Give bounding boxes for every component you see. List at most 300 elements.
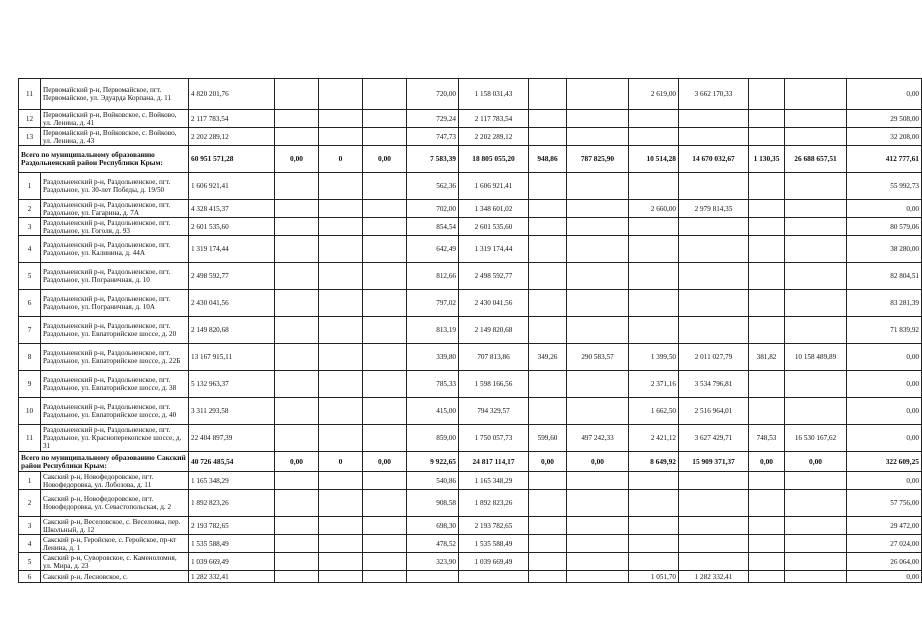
value-cell-12 xyxy=(679,218,749,236)
value-cell-13 xyxy=(749,236,785,263)
value-cell-7: 729,24 xyxy=(407,110,459,128)
address-cell: Раздольненский р-н, Раздольненское, пгт. Раздольное, ул. Евпаторийское шоссе, д. 38 xyxy=(41,371,189,398)
table-row xyxy=(19,425,922,452)
value-cell-13 xyxy=(749,317,785,344)
value-cell-7: 908,58 xyxy=(407,490,459,517)
row-number: 1 xyxy=(19,173,41,200)
value-cell-11: 2 619,00 xyxy=(629,79,679,110)
value-cell-6 xyxy=(363,371,407,398)
value-cell-6: 0,00 xyxy=(363,146,407,173)
value-cell-6 xyxy=(363,571,407,583)
value-cell-3: 40 726 485,54 xyxy=(189,452,275,472)
table-body xyxy=(19,79,922,583)
value-cell-15: 55 992,73 xyxy=(847,173,922,200)
value-cell-13: 381,82 xyxy=(749,344,785,371)
value-cell-5 xyxy=(319,79,363,110)
value-cell-7: 785,33 xyxy=(407,371,459,398)
value-cell-12: 3 627 429,71 xyxy=(679,425,749,452)
value-cell-12: 15 909 371,37 xyxy=(679,452,749,472)
value-cell-8: 24 817 114,17 xyxy=(459,452,529,472)
value-cell-11 xyxy=(629,553,679,571)
value-cell-4 xyxy=(275,472,319,490)
value-cell-5 xyxy=(319,263,363,290)
value-cell-10 xyxy=(567,110,629,128)
value-cell-6 xyxy=(363,290,407,317)
address-cell: Первомайский р-н, Первомайское, пгт. Первомайское, ул. Эдуарда Корпана, д. 11 xyxy=(41,79,189,110)
value-cell-9 xyxy=(529,263,567,290)
value-cell-4: 0,00 xyxy=(275,146,319,173)
value-cell-15: 32 208,00 xyxy=(847,128,922,146)
value-cell-12 xyxy=(679,472,749,490)
value-cell-15: 26 064,00 xyxy=(847,553,922,571)
value-cell-13 xyxy=(749,79,785,110)
value-cell-4 xyxy=(275,173,319,200)
row-number: 2 xyxy=(19,200,41,218)
value-cell-5 xyxy=(319,371,363,398)
value-cell-13 xyxy=(749,472,785,490)
value-cell-7: 747,73 xyxy=(407,128,459,146)
value-cell-15: 29 472,00 xyxy=(847,517,922,535)
value-cell-4 xyxy=(275,344,319,371)
value-cell-8: 2 498 592,77 xyxy=(459,263,529,290)
value-cell-10 xyxy=(567,490,629,517)
value-cell-4: 0,00 xyxy=(275,452,319,472)
total-row xyxy=(19,452,922,472)
value-cell-6 xyxy=(363,317,407,344)
table-row xyxy=(19,398,922,425)
value-cell-3: 2 149 820,68 xyxy=(189,317,275,344)
total-label: Всего по муниципальному образованию Сакский район Республики Крым: xyxy=(19,452,189,472)
value-cell-15: 0,00 xyxy=(847,472,922,490)
value-cell-7 xyxy=(407,571,459,583)
value-cell-6 xyxy=(363,218,407,236)
table-row xyxy=(19,317,922,344)
value-cell-15: 83 281,39 xyxy=(847,290,922,317)
row-number: 4 xyxy=(19,236,41,263)
value-cell-6 xyxy=(363,79,407,110)
value-cell-3: 1 282 332,41 xyxy=(189,571,275,583)
row-number: 5 xyxy=(19,263,41,290)
value-cell-10 xyxy=(567,371,629,398)
value-cell-8: 2 117 783,54 xyxy=(459,110,529,128)
value-cell-7: 812,66 xyxy=(407,263,459,290)
value-cell-15: 412 777,61 xyxy=(847,146,922,173)
value-cell-11 xyxy=(629,173,679,200)
value-cell-7: 702,00 xyxy=(407,200,459,218)
table-row xyxy=(19,236,922,263)
value-cell-3: 1 892 823,26 xyxy=(189,490,275,517)
value-cell-4 xyxy=(275,236,319,263)
value-cell-10 xyxy=(567,290,629,317)
value-cell-13: 1 130,35 xyxy=(749,146,785,173)
row-number: 13 xyxy=(19,128,41,146)
value-cell-8: 1 606 921,41 xyxy=(459,173,529,200)
value-cell-14 xyxy=(785,110,847,128)
address-cell: Раздольненский р-н, Раздольненское, пгт. Раздольное, ул. Гагарина, д. 7А xyxy=(41,200,189,218)
value-cell-4 xyxy=(275,535,319,553)
value-cell-10: 787 825,90 xyxy=(567,146,629,173)
value-cell-15: 0,00 xyxy=(847,200,922,218)
value-cell-6 xyxy=(363,472,407,490)
value-cell-8: 1 892 823,26 xyxy=(459,490,529,517)
value-cell-10 xyxy=(567,398,629,425)
address-cell: Сакский р-н, Новофедоровское, пгт. Новофедоровка, ул. Севастопольская, д. 2 xyxy=(41,490,189,517)
value-cell-6 xyxy=(363,490,407,517)
value-cell-13 xyxy=(749,128,785,146)
value-cell-7: 9 922,65 xyxy=(407,452,459,472)
value-cell-9 xyxy=(529,517,567,535)
value-cell-13 xyxy=(749,263,785,290)
value-cell-13: 0,00 xyxy=(749,452,785,472)
value-cell-4 xyxy=(275,290,319,317)
value-cell-13 xyxy=(749,200,785,218)
value-cell-11 xyxy=(629,110,679,128)
value-cell-14: 26 688 657,51 xyxy=(785,146,847,173)
value-cell-7: 415,00 xyxy=(407,398,459,425)
value-cell-10 xyxy=(567,263,629,290)
value-cell-14 xyxy=(785,200,847,218)
value-cell-6 xyxy=(363,263,407,290)
value-cell-12 xyxy=(679,110,749,128)
value-cell-3: 1 319 174,44 xyxy=(189,236,275,263)
value-cell-4 xyxy=(275,317,319,344)
address-cell: Раздольненский р-н, Раздольненское, пгт. Раздольное, ул. 30-лет Победы, д. 19/50 xyxy=(41,173,189,200)
value-cell-8: 2 193 782,65 xyxy=(459,517,529,535)
value-cell-8: 1 750 057,73 xyxy=(459,425,529,452)
value-cell-7: 854,54 xyxy=(407,218,459,236)
value-cell-11 xyxy=(629,517,679,535)
value-cell-6 xyxy=(363,344,407,371)
value-cell-7: 859,00 xyxy=(407,425,459,452)
value-cell-7: 720,00 xyxy=(407,79,459,110)
value-cell-14 xyxy=(785,398,847,425)
value-cell-14 xyxy=(785,236,847,263)
value-cell-15: 38 280,00 xyxy=(847,236,922,263)
value-cell-9 xyxy=(529,79,567,110)
value-cell-15: 82 804,51 xyxy=(847,263,922,290)
value-cell-9 xyxy=(529,490,567,517)
table-row xyxy=(19,290,922,317)
value-cell-7: 813,19 xyxy=(407,317,459,344)
value-cell-9 xyxy=(529,472,567,490)
value-cell-12 xyxy=(679,263,749,290)
row-number: 5 xyxy=(19,553,41,571)
table-row xyxy=(19,472,922,490)
value-cell-4 xyxy=(275,490,319,517)
value-cell-9 xyxy=(529,236,567,263)
value-cell-3: 1 535 588,49 xyxy=(189,535,275,553)
row-number: 7 xyxy=(19,317,41,344)
value-cell-14 xyxy=(785,517,847,535)
value-cell-9 xyxy=(529,371,567,398)
value-cell-3: 1 165 348,29 xyxy=(189,472,275,490)
row-number: 3 xyxy=(19,517,41,535)
value-cell-12: 2 011 027,79 xyxy=(679,344,749,371)
value-cell-14 xyxy=(785,535,847,553)
table-row xyxy=(19,128,922,146)
value-cell-8: 2 202 289,12 xyxy=(459,128,529,146)
value-cell-13: 748,53 xyxy=(749,425,785,452)
value-cell-3: 4 820 201,76 xyxy=(189,79,275,110)
value-cell-4 xyxy=(275,128,319,146)
value-cell-13 xyxy=(749,218,785,236)
table-row xyxy=(19,571,922,583)
total-row xyxy=(19,146,922,173)
value-cell-8: 707 813,86 xyxy=(459,344,529,371)
value-cell-3: 2 601 535,60 xyxy=(189,218,275,236)
value-cell-3: 2 117 783,54 xyxy=(189,110,275,128)
value-cell-15: 322 609,25 xyxy=(847,452,922,472)
table-row xyxy=(19,79,922,110)
value-cell-5 xyxy=(319,110,363,128)
address-cell: Раздольненский р-н, Раздольненское, пгт. Раздольное, ул. Калинина, д. 44А xyxy=(41,236,189,263)
data-table xyxy=(18,78,922,583)
value-cell-8: 1 535 588,49 xyxy=(459,535,529,553)
value-cell-9 xyxy=(529,553,567,571)
value-cell-15: 80 579,06 xyxy=(847,218,922,236)
value-cell-9 xyxy=(529,218,567,236)
row-number: 6 xyxy=(19,290,41,317)
value-cell-4 xyxy=(275,571,319,583)
table-row xyxy=(19,344,922,371)
value-cell-9 xyxy=(529,571,567,583)
value-cell-3: 22 404 897,39 xyxy=(189,425,275,452)
address-cell: Раздольненский р-н, Раздольненское, пгт. Раздольное, ул. Евпаторийское шоссе, д. 40 xyxy=(41,398,189,425)
value-cell-4 xyxy=(275,553,319,571)
value-cell-12 xyxy=(679,490,749,517)
value-cell-5: 0 xyxy=(319,146,363,173)
table-row xyxy=(19,517,922,535)
row-number: 12 xyxy=(19,110,41,128)
value-cell-13 xyxy=(749,553,785,571)
value-cell-5 xyxy=(319,398,363,425)
value-cell-10 xyxy=(567,571,629,583)
value-cell-14 xyxy=(785,263,847,290)
value-cell-12: 1 282 332,41 xyxy=(679,571,749,583)
value-cell-4 xyxy=(275,371,319,398)
value-cell-11: 2 371,16 xyxy=(629,371,679,398)
value-cell-13 xyxy=(749,371,785,398)
address-cell: Раздольненский р-н, Раздольненское, пгт. Раздольное, ул. Пограничная, д. 10А xyxy=(41,290,189,317)
value-cell-14: 16 530 167,62 xyxy=(785,425,847,452)
address-cell: Сакский р-н, Веселовское, с. Веселовка, пер. Школьный, д. 12 xyxy=(41,517,189,535)
value-cell-6 xyxy=(363,425,407,452)
value-cell-14: 0,00 xyxy=(785,452,847,472)
value-cell-5 xyxy=(319,425,363,452)
value-cell-6 xyxy=(363,553,407,571)
value-cell-7: 540,86 xyxy=(407,472,459,490)
value-cell-9 xyxy=(529,290,567,317)
table-row xyxy=(19,371,922,398)
value-cell-11 xyxy=(629,236,679,263)
value-cell-4 xyxy=(275,263,319,290)
value-cell-7: 7 583,39 xyxy=(407,146,459,173)
value-cell-9 xyxy=(529,200,567,218)
value-cell-12 xyxy=(679,317,749,344)
value-cell-5 xyxy=(319,517,363,535)
value-cell-14 xyxy=(785,218,847,236)
value-cell-12 xyxy=(679,236,749,263)
value-cell-14 xyxy=(785,490,847,517)
value-cell-10 xyxy=(567,472,629,490)
value-cell-10 xyxy=(567,128,629,146)
value-cell-3: 1 606 921,41 xyxy=(189,173,275,200)
value-cell-4 xyxy=(275,110,319,128)
value-cell-3: 4 328 415,37 xyxy=(189,200,275,218)
value-cell-15: 29 508,00 xyxy=(847,110,922,128)
value-cell-11 xyxy=(629,290,679,317)
value-cell-10: 497 242,33 xyxy=(567,425,629,452)
value-cell-7: 698,30 xyxy=(407,517,459,535)
value-cell-6 xyxy=(363,517,407,535)
table-row xyxy=(19,553,922,571)
address-cell: Раздольненский р-н, Раздольненское, пгт. Раздольное, ул. Евпаторийское шоссе, д. 22Б xyxy=(41,344,189,371)
row-number: 11 xyxy=(19,425,41,452)
value-cell-12 xyxy=(679,535,749,553)
value-cell-10 xyxy=(567,236,629,263)
value-cell-9 xyxy=(529,317,567,344)
value-cell-11 xyxy=(629,128,679,146)
value-cell-9 xyxy=(529,173,567,200)
value-cell-14: 10 158 489,89 xyxy=(785,344,847,371)
value-cell-15: 27 024,00 xyxy=(847,535,922,553)
row-number: 1 xyxy=(19,472,41,490)
value-cell-5 xyxy=(319,317,363,344)
value-cell-3: 13 167 915,11 xyxy=(189,344,275,371)
value-cell-14 xyxy=(785,472,847,490)
value-cell-15: 0,00 xyxy=(847,571,922,583)
value-cell-13 xyxy=(749,571,785,583)
value-cell-11 xyxy=(629,535,679,553)
table-row xyxy=(19,173,922,200)
value-cell-9: 948,86 xyxy=(529,146,567,173)
value-cell-5 xyxy=(319,236,363,263)
value-cell-3: 2 193 782,65 xyxy=(189,517,275,535)
value-cell-6 xyxy=(363,535,407,553)
value-cell-7: 323,90 xyxy=(407,553,459,571)
value-cell-11: 2 421,12 xyxy=(629,425,679,452)
value-cell-10 xyxy=(567,79,629,110)
value-cell-12 xyxy=(679,553,749,571)
value-cell-7: 797,02 xyxy=(407,290,459,317)
value-cell-12 xyxy=(679,290,749,317)
value-cell-4 xyxy=(275,200,319,218)
value-cell-7: 562,36 xyxy=(407,173,459,200)
value-cell-3: 2 498 592,77 xyxy=(189,263,275,290)
table-row xyxy=(19,263,922,290)
value-cell-12 xyxy=(679,128,749,146)
value-cell-5 xyxy=(319,553,363,571)
value-cell-8 xyxy=(459,571,529,583)
value-cell-10 xyxy=(567,218,629,236)
row-number: 8 xyxy=(19,344,41,371)
value-cell-13 xyxy=(749,290,785,317)
value-cell-4 xyxy=(275,218,319,236)
value-cell-9 xyxy=(529,398,567,425)
value-cell-15: 0,00 xyxy=(847,371,922,398)
address-cell: Раздольненский р-н, Раздольненское, пгт. Раздольное, ул. Краснoперекопское шоссе, д. 31 xyxy=(41,425,189,452)
row-number: 10 xyxy=(19,398,41,425)
total-label: Всего по муниципальному образованию Раздольненский район Республики Крым: xyxy=(19,146,189,173)
value-cell-5 xyxy=(319,472,363,490)
value-cell-14 xyxy=(785,290,847,317)
value-cell-5 xyxy=(319,571,363,583)
value-cell-11: 1 399,50 xyxy=(629,344,679,371)
value-cell-3: 60 951 571,28 xyxy=(189,146,275,173)
value-cell-5: 0 xyxy=(319,452,363,472)
value-cell-13 xyxy=(749,173,785,200)
value-cell-9 xyxy=(529,128,567,146)
value-cell-14 xyxy=(785,553,847,571)
value-cell-5 xyxy=(319,128,363,146)
value-cell-15: 57 756,00 xyxy=(847,490,922,517)
value-cell-6 xyxy=(363,200,407,218)
value-cell-8: 18 805 055,20 xyxy=(459,146,529,173)
value-cell-13 xyxy=(749,398,785,425)
value-cell-11: 2 660,00 xyxy=(629,200,679,218)
value-cell-11: 8 649,92 xyxy=(629,452,679,472)
value-cell-6 xyxy=(363,398,407,425)
value-cell-10 xyxy=(567,553,629,571)
table-row xyxy=(19,110,922,128)
value-cell-5 xyxy=(319,218,363,236)
value-cell-9: 0,00 xyxy=(529,452,567,472)
value-cell-11 xyxy=(629,490,679,517)
value-cell-13 xyxy=(749,535,785,553)
row-number: 11 xyxy=(19,79,41,110)
value-cell-11 xyxy=(629,218,679,236)
value-cell-14 xyxy=(785,128,847,146)
table-row xyxy=(19,490,922,517)
value-cell-9 xyxy=(529,535,567,553)
value-cell-12: 2 516 964,01 xyxy=(679,398,749,425)
value-cell-6 xyxy=(363,173,407,200)
row-number: 9 xyxy=(19,371,41,398)
value-cell-14 xyxy=(785,371,847,398)
value-cell-12: 3 662 170,33 xyxy=(679,79,749,110)
value-cell-5 xyxy=(319,290,363,317)
address-cell: Раздольненский р-н, Раздольненское, пгт. Раздольное, ул. Евпаторийское шоссе, д. 20 xyxy=(41,317,189,344)
value-cell-14 xyxy=(785,317,847,344)
table-row xyxy=(19,535,922,553)
value-cell-8: 1 598 166,56 xyxy=(459,371,529,398)
value-cell-6: 0,00 xyxy=(363,452,407,472)
value-cell-7: 339,80 xyxy=(407,344,459,371)
value-cell-12: 3 534 796,81 xyxy=(679,371,749,398)
table-row xyxy=(19,218,922,236)
row-number: 3 xyxy=(19,218,41,236)
value-cell-13 xyxy=(749,490,785,517)
value-cell-8: 1 319 174,44 xyxy=(459,236,529,263)
value-cell-9: 599,60 xyxy=(529,425,567,452)
address-cell: Первомайский р-н, Войковское, с. Войково, ул. Ленина, д. 41 xyxy=(41,110,189,128)
value-cell-13 xyxy=(749,110,785,128)
value-cell-13 xyxy=(749,517,785,535)
value-cell-7: 478,52 xyxy=(407,535,459,553)
value-cell-3: 2 430 041,56 xyxy=(189,290,275,317)
value-cell-3: 1 039 669,49 xyxy=(189,553,275,571)
value-cell-9: 349,26 xyxy=(529,344,567,371)
value-cell-14 xyxy=(785,571,847,583)
value-cell-7: 642,49 xyxy=(407,236,459,263)
address-cell: Сакский р-н, Суворовское, с. Каменоломня, ул. Мира, д. 23 xyxy=(41,553,189,571)
value-cell-3: 5 132 963,37 xyxy=(189,371,275,398)
value-cell-15: 0,00 xyxy=(847,344,922,371)
value-cell-10 xyxy=(567,535,629,553)
value-cell-8: 2 149 820,68 xyxy=(459,317,529,344)
value-cell-5 xyxy=(319,344,363,371)
address-cell: Сакский р-н, Геройское, с. Геройское, пр-кт Ленина, д. 1 xyxy=(41,535,189,553)
